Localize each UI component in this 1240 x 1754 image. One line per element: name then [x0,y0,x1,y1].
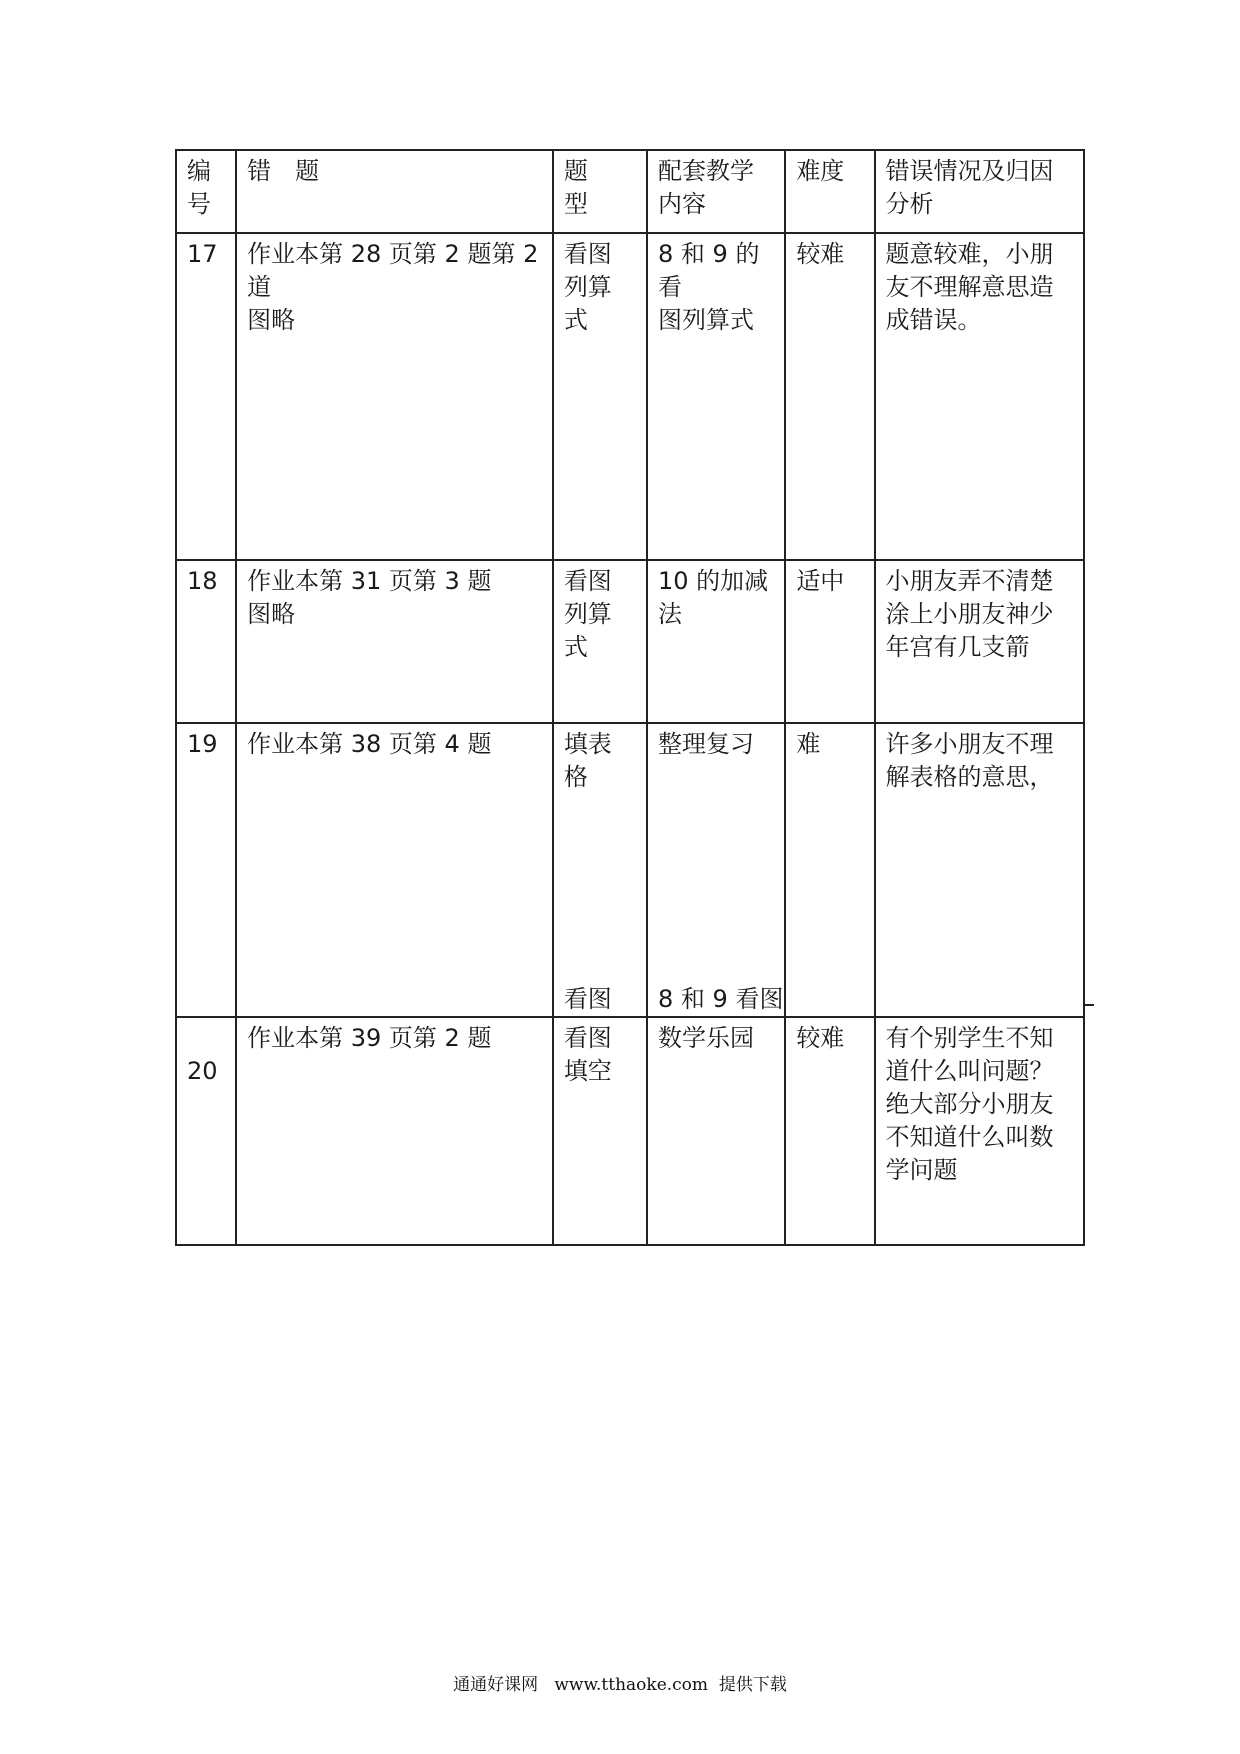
row-type: 看图 列算 式 [553,560,647,723]
table-row [176,723,1084,1017]
table-row [176,1017,1084,1245]
table-row [176,560,1084,723]
header-question: 错 题 [236,150,553,233]
table-border-overhang [1085,1004,1094,1006]
row-content: 整理复习 [658,730,755,758]
row-difficulty: 难 [785,723,874,1017]
row-content: 8 和 9 的看 图列算式 [647,233,785,560]
header-content: 配套教学 内容 [647,150,785,233]
header-difficulty: 难度 [785,150,874,233]
row-type-overflow: 看图 [563,985,612,1013]
header-type: 题 型 [553,150,647,233]
header-analysis: 错误情况及归因 分析 [875,150,1085,233]
row-type: 填表 格 [563,730,612,791]
row-question: 作业本第 28 页第 2 题第 2 道 图略 [236,233,553,560]
row-difficulty: 较难 [785,233,874,560]
row-analysis: 题意较难，小朋 友不理解意思造 成错误。 [875,233,1085,560]
row-question: 作业本第 38 页第 4 题 [236,723,553,1017]
page-footer: 通通好课网 www.tthaoke.com 提供下载 [453,1675,787,1695]
row-id: 19 [176,723,236,1017]
row-analysis: 有个别学生不知 道什么叫问题？ 绝大部分小朋友 不知道什么叫数 学问题 [875,1017,1085,1245]
row-id: 20 [176,1017,236,1245]
row-id: 17 [176,233,236,560]
row-content: 数学乐园 [647,1017,785,1245]
row-type: 看图 列算 式 [553,233,647,560]
header-id: 编 号 [176,150,236,233]
row-content: 10 的加减 法 [647,560,785,723]
row-type-cell [553,723,647,1017]
row-id: 18 [176,560,236,723]
table-row [176,233,1084,560]
row-question: 作业本第 31 页第 3 题 图略 [236,560,553,723]
row-content-overflow: 8 和 9 看图 [658,985,784,1013]
row-question: 作业本第 39 页第 2 题 [236,1017,553,1245]
row-content-cell [647,723,785,1017]
row-difficulty: 较难 [785,1017,874,1245]
row-analysis: 小朋友弄不清楚 涂上小朋友神少 年宫有几支箭 [875,560,1085,723]
table-header-row [176,150,1084,233]
row-analysis: 许多小朋友不理 解表格的意思， [875,723,1085,1017]
row-difficulty: 适中 [785,560,874,723]
error-analysis-table [175,149,1085,1246]
row-type: 看图 填空 [553,1017,647,1245]
